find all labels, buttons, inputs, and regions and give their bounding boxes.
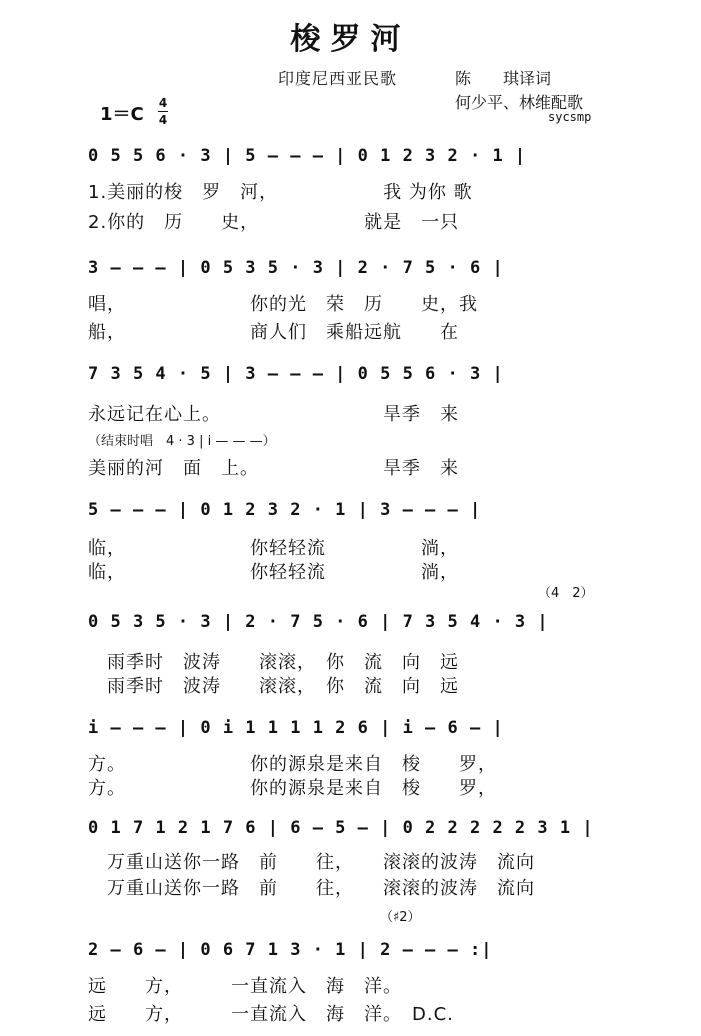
notation-line: 2 — 6 — | 0 6 7 1 3 · 1 | 2 — — — :| xyxy=(88,940,493,960)
lyric-verse-1: 方。 你的源泉是来自 梭 罗， xyxy=(88,754,497,775)
source-tag: sycsmp xyxy=(548,110,592,124)
lyric-verse-2: 临， 你轻轻流 淌， xyxy=(88,562,459,583)
notation-line: 3 — — — | 0 5 3 5 · 3 | 2 · 7 5 · 6 | xyxy=(88,258,504,278)
lyric-verse-2: 雨季时 波涛 滚滚， 你 流 向 远 xyxy=(88,676,459,697)
ending-annotation: （结束时唱 4 · 3 | i — — —） xyxy=(88,434,276,449)
notation-line: 0 5 3 5 · 3 | 2 · 7 5 · 6 | 7 3 5 4 · 3 | xyxy=(88,612,549,632)
sharp-annotation: （♯2） xyxy=(380,910,421,925)
arrangers: 何少平、林维配歌 xyxy=(455,93,584,112)
lyric-verse-1: 1.美丽的梭 罗 河， 我 为你 歌 xyxy=(88,182,473,203)
lyric-verse-1: 唱， 你的光 荣 历 史，我 xyxy=(88,294,478,315)
song-origin: 印度尼西亚民歌 xyxy=(278,69,398,88)
lyric-verse-2: 美丽的河 面 上。 旱季 来 xyxy=(88,458,459,479)
notation-line: 5 — — — | 0 1 2 3 2 · 1 | 3 — — — | xyxy=(88,500,482,520)
lyric-verse-2: 远 方， 一直流入 海 洋。 D.C. xyxy=(88,1004,454,1025)
notation-line: 7 3 5 4 · 5 | 3 — — — | 0 5 5 6 · 3 | xyxy=(88,364,504,384)
notation-line: 0 5 5 6 · 3 | 5 — — — | 0 1 2 3 2 · 1 | xyxy=(88,146,527,166)
notation-line: i — — — | 0 i 1 1 1 1 2 6 | i — 6 — | xyxy=(88,718,504,738)
lyric-verse-2: 2.你的 历 史， 就是 一只 xyxy=(88,212,460,233)
song-title: 梭罗河 xyxy=(290,22,411,57)
lyric-verse-1: 永远记在心上。 旱季 来 xyxy=(88,404,459,425)
alternate-notes-annotation: （4 2） xyxy=(538,586,594,601)
lyric-verse-1: 临， 你轻轻流 淌， xyxy=(88,538,459,559)
lyric-verse-1: 雨季时 波涛 滚滚， 你 流 向 远 xyxy=(88,652,459,673)
notation-line: 0 1 7 1 2 1 7 6 | 6 — 5 — | 0 2 2 2 2 2 3 1 | xyxy=(88,818,594,838)
lyric-translator: 陈 琪译词 xyxy=(455,69,552,88)
time-signature-top: 4 xyxy=(158,96,168,110)
lyric-verse-2: 方。 你的源泉是来自 梭 罗， xyxy=(88,778,497,799)
time-signature-bottom: 4 xyxy=(158,113,168,127)
time-signature xyxy=(158,96,168,127)
key-signature: 1＝C xyxy=(100,104,144,125)
lyric-verse-1: 远 方， 一直流入 海 洋。 xyxy=(88,976,402,997)
lyric-verse-2: 万重山送你一路 前 往， 滚滚的波涛 流向 xyxy=(88,878,535,899)
lyric-verse-2: 船， 商人们 乘船远航 在 xyxy=(88,322,459,343)
lyric-verse-1: 万重山送你一路 前 往， 滚滚的波涛 流向 xyxy=(88,852,535,873)
